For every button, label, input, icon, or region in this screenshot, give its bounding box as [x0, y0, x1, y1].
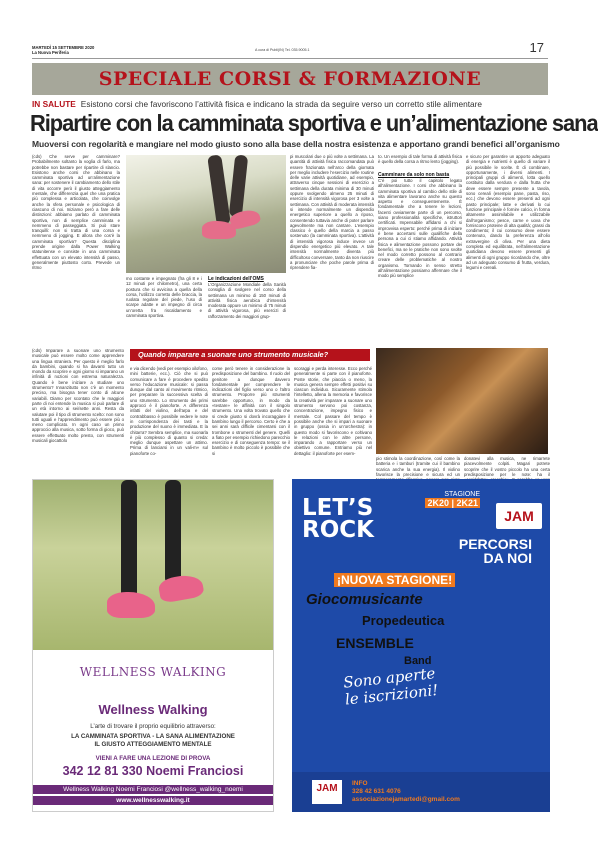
kicker-text: Esistono corsi che favoriscono l’attività fisica e indicano la strada da seguire verso un corretto stile alimentare [80, 99, 483, 109]
jam-footer [292, 772, 550, 812]
season-years: 2K20 | 2K21 [427, 498, 478, 508]
ad-shoe-left-icon [107, 592, 155, 618]
article2-col2: e via dicendo (vedi per esempio xilofono, mini batterie, ecc.). Ciò che si può comunicare a fare è procedere spedito verso l’educazione musicale: si passa dunque dal canto al movimento ritmico, per preparare la successiva scelta di uno strumento. Lo strumento dei primi approcci è il pianoforte. A differenza infatti del violino, dell’arpa e del contrabbasso è possibile vedere le note in corrispondenza dei tasti e la produzione del suono è immediata. E la chitarra? Sembra semplice, ma suonarla è più complesso di quanto si creda: meglio dunque aspettare un attimo. Prima di lanciarsi in un vali-m» sul pianoforte co- [130, 366, 208, 456]
oms-title: Le indicazioni dell’OMS [208, 276, 264, 282]
article1-col1: (cds) Che serve per camminare? Probabilmente soltanto la voglia di farlo, ma potrebbe non bastare per ripartire di slancio. Esistono anche corsi che abbinano la camminata sportiva ad un’alimentazione sana: per sostenere il cambiamento dello stile di vita occorre però il giusto atteggiamento mentale, che differenzia quel che una pratica più complessa e articolata, che coinvolge anche la sfera personale e psicologica di ciascuno di noi. Iniziamo però a fare delle distinzioni: abbiamo parlato di camminata sportiva, non di semplice camminata e nemmeno di passeggiata. Si può stare tranquilli: non si tratta di una corsa e nemmeno di jogging. E allora che cos’è la camminata sportiva? Questa disciplina prende origine dalla Power Walking statunitense e consiste in una camminata effettuata con un elevato intensità di passo, generalmente piuttosto corto. Prevede un ritmo [32, 154, 120, 271]
ad-leg-right [165, 480, 181, 584]
wellness-line2: LA CAMMINATA SPORTIVA - LA SANA ALIMENTAZIONE [71, 733, 235, 740]
jam-logo: JAM [496, 503, 542, 529]
info-label: INFO [352, 780, 368, 787]
header-agency: A cura di Publi(IN) Tel. 035.9005.1 [255, 48, 310, 52]
article1-col3: L’Organizzazione Mondiale della Sanità consiglia di svolgere nel corso della settimana un minimo di 150 minuti di attività fisica aerobica d’intensità moderata oppure un minimo di 75 minuti di attività vigorosa, più esercizi di rafforzamento dei maggiori grup- [208, 282, 286, 319]
jam-music-ad[interactable] [292, 479, 550, 812]
header-date: MARTEDÌ 15 SETTEMBRE 2020 [32, 45, 95, 50]
wellness-social[interactable]: Wellness Walking Noemi Franciosi @wellness_walking_noemi [33, 785, 273, 794]
article1-col2: mo costante e impegnato (fra gli 8 e i 12 minuti per chilometro), una certa postura che si avvicina a quella della corsa, l’utilizzo corretto delle braccia, la ruolata regolare del piede, l’uso di scarpe adatte e un impegno di circa un’oretta fra riscaldamento e camminata sportiva. [126, 276, 202, 319]
article1-col5-block [378, 154, 462, 342]
ad-leg-left [121, 480, 137, 600]
kicker [32, 99, 482, 109]
article2-col5: pio stimola la coordinazione, così come la batteria e i tamburi (tramite cui il bambino scarica anche la sua energia). Il violino favorisce la precisione e sicura ed un [376, 456, 460, 477]
wellness-line3: IL GIUSTO ATTEGGIAMENTO MENTALE [94, 741, 212, 748]
section-banner [32, 63, 548, 95]
percorsi-block [459, 537, 532, 565]
item-giocomusicante: Giocomusicante [306, 591, 423, 608]
section-banner-title: SPECIALE CORSI & FORMAZIONE [98, 68, 482, 90]
header-paper: La Nuova Periferia [32, 50, 69, 55]
info-phone[interactable]: 328 42 631 4076 [352, 788, 401, 795]
wellness-cta: VIENI A FARE UNA LEZIONE DI PROVA [95, 755, 211, 762]
headline: Ripartire con la camminata sportiva e un’alimentazione sana [30, 110, 598, 136]
nuova-stagione: ¡NUOVA STAGIONE! [334, 573, 455, 587]
article2-col3: come però tenere in considerazione la predisposizione del bambino. Il ruolo del genitore a dunque davvero fondamentale per comprendere le indicazioni del figlio verso uno o l’altro strumento. Proporre più strumenti sarebbe opportuno, in modo da «testare» le affinità con il singolo strumento. Una volta trovato quello che si crede giusto si dovrà incoraggiare il bambino lungo il percorso. Certo è che a sei anni sarà difficile cimentarsi con il trombone o strumenti del genere. Quelli a fiato per esempio richiedono parecchio esercizio e di conseguenza tempo: se il bambino è molto piccolo è possibile che si [212, 366, 290, 456]
wellness-line1: L’arte di trovare il proprio equilibrio attraverso: [90, 723, 216, 730]
item-band: Band [404, 655, 432, 667]
running-shoes-photo [126, 155, 286, 273]
oms-block [208, 276, 286, 342]
lets-rock-title: LET’S ROCK [302, 495, 374, 543]
kicker-tag: IN SALUTE [32, 99, 76, 109]
article1-col6: e sicuro per garantire un apporto adeguato di energia e nutrienti è quello di variare il più possibile le scelte. È di combinare, opportunamente, i diversi alimenti. I principali gruppi di alimenti, lotta quello costituito dalla verdura e dalla frutta che deve essere sempre presente a tavola, sono cereali (esempio pane, pasta, riso, ecc.) che devono essere presenti ad ogni pasto principale; latte e derivati lo cui funzione principale è fornire calcio, in forma altamente assimilabile e utilizzabile dall’organismo; pesce, carne e uova che forniscono proteine di alta qualità; grassi da condimento; il cui consumo deve essere contenuto, dando la preferenza all’olio extravergine di oliva. Per una dieta completa ed equilibrata, nell’alimentazione quotidiana devono essere presenti gli alimenti di ogni gruppo ricordando che, oltre ad un adeguato consumo di frutta, verdura, legumi e cereali. [466, 154, 550, 271]
article1-subtitle: Camminare da solo non basta [378, 172, 450, 178]
article2-col4: scoraggi e perda interesse. Ecco perché generalmente si parte con il pianoforte. Poste storie, che piaccia o meno, la musica genera sempre effetti positivi su ciascun individuo. Sicuramente stimola l’intelletto, allena la memoria e favorisce la creatività per imparare a suonare uno strumento servono poi costanza, concentrazione, impegno fisico e mentale. Col passare del tempo è possibile anche che si impari a suonare in gruppo (ossia in un’orchestra): in questo modo si favoriscono e coltivano le relazioni con le altre persone, imparando a rapportare verso un obiettivo comune. Entriamo più nel dettaglio: il pianoforte per esem- [294, 366, 372, 456]
page-number: 17 [529, 40, 544, 55]
iscrizioni-text: Sono aperte le iscrizioni! [342, 664, 440, 709]
percorsi-line1: PERCORSI [458, 536, 532, 552]
subhead: Muoversi con regolarità e mangiare nel modo giusto sono alla base della nostra esistenza e apportano grandi benefici all’organismo [32, 139, 560, 149]
wellness-phone[interactable]: 342 12 81 330 Noemi Franciosi [62, 764, 244, 778]
wellness-walking-ad[interactable] [32, 479, 274, 812]
header-date-block [32, 45, 94, 55]
article1-col4: pi muscolari due o più volte a settimana. La quantità di attività fisica raccomandata può essere frazionata nell’arco della giornata per meglio includere l’esercizio nelle routine delle varie attività quotidiane, ad esempio, attraverso cinque sessioni di esercizio a settimana della durata minima di 30 minuti oppure svolgendo almeno 25 minuti di esercizio di intensità vigorosa per 3 volte a settimana. Con attività di moderata intensità si intende normalmente un dispendio energetico superiore a quello a riposo, consentendo tuttavia anche di poter parlare agevolmente ma non cantare. L’esempio classico è quello della marcia a passo sostenuto (la camminata sportiva). L’attività di intensità vigorosa induce invece un dispendio energetico più elevato. A tale intensità normalmente diventa più difficoltoso conversare, tanto da non riuscire a pronunciare che poche parole prima di riprendere fia- [290, 154, 374, 271]
article2-col1: (cds) Imparare a suonare uno strumento musicale può essere molto come apprendere una lingua straniera. Per questo è meglio farlo da bambini, quando si ha davanti tutto un mondo da scoprire e ogni giorno si imparano un infinità di nozioni con estrema naturalezza. Quando è bene iniziare a studiare uno strumento? Innanzitutto non c’è un momento preciso, ma bisogna tener conto di alcune variabili. Diamo per scontato che le maggiori parte di noi entende la musica si può parlare di un età intorno ai sei/sette anni. Resta da valutare poi il tipo di strumento scelto: non sono tutti uguali e l’apprendimento può essere più o meno complicato. In ogni caso un primo approccio alla musica, sotto forma di gioco, può essere effettuato molto presto, con strumenti musicali giocattolo [32, 348, 124, 444]
article2-title-bar: Quando imparare a suonare uno strumento musicale? [130, 349, 370, 361]
header-rule [32, 58, 548, 59]
season-block [425, 491, 480, 508]
guitar-photo [376, 348, 548, 454]
jam-school-logo: JAM [312, 780, 342, 804]
leg-left [207, 154, 231, 225]
jam-info[interactable] [352, 780, 460, 804]
item-ensemble: ENSEMBLE [336, 635, 414, 651]
percorsi-line2: DA NOI [483, 550, 532, 566]
walking-photo [33, 480, 273, 650]
wellness-web[interactable]: www.wellnesswalking.it [33, 796, 273, 805]
item-propedeutica: Propedeutica [362, 613, 445, 628]
wellness-title: Wellness Walking [98, 702, 208, 717]
info-email[interactable]: associazionejamartedi@gmail.com [352, 796, 460, 803]
article2-col6: donatevi alla musica, ne rimarrete piacevolmente colpiti. Magari potrete scoprire che il vostro piccolo ha una certa predisposizione per le note: ha il [464, 456, 550, 477]
leg-right [229, 154, 248, 217]
season-label: STAGIONE [444, 491, 480, 498]
article1-col5: to. Un esempio di tale forma di attività fisica è quello della corsa a ritmo lento (jogging). [378, 154, 462, 165]
article1-col5b: C’è poi tutto il capitolo legato all’alimentazione. I corsi che abbinano la camminata sportiva al cambio dello stile di vita alimentare lavorano anche su questo aspetto e conseguentemente. È fondamentale che a tenere le lezioni, facenti ovviamente parte di un percorso, siano professionalità specifiche, istruttori certificati. Impensabile affidarsi a chi si improvvisa esperto: perché prima di iniziare è bene accertarsi sulle qualifiche della persona a cui ci stiamo affidando. Attività fisica e alimentazione possono portare dei benefici, ma se le pratiche non sono svolte nel modo corretto possono al contrario creare delle problematiche al nostro organismo. Tornando in senso stretto all’alimentazione possiamo affermare che il modo più semplice [378, 178, 462, 279]
wellness-logo: WELLNESS WALKING [79, 665, 227, 679]
